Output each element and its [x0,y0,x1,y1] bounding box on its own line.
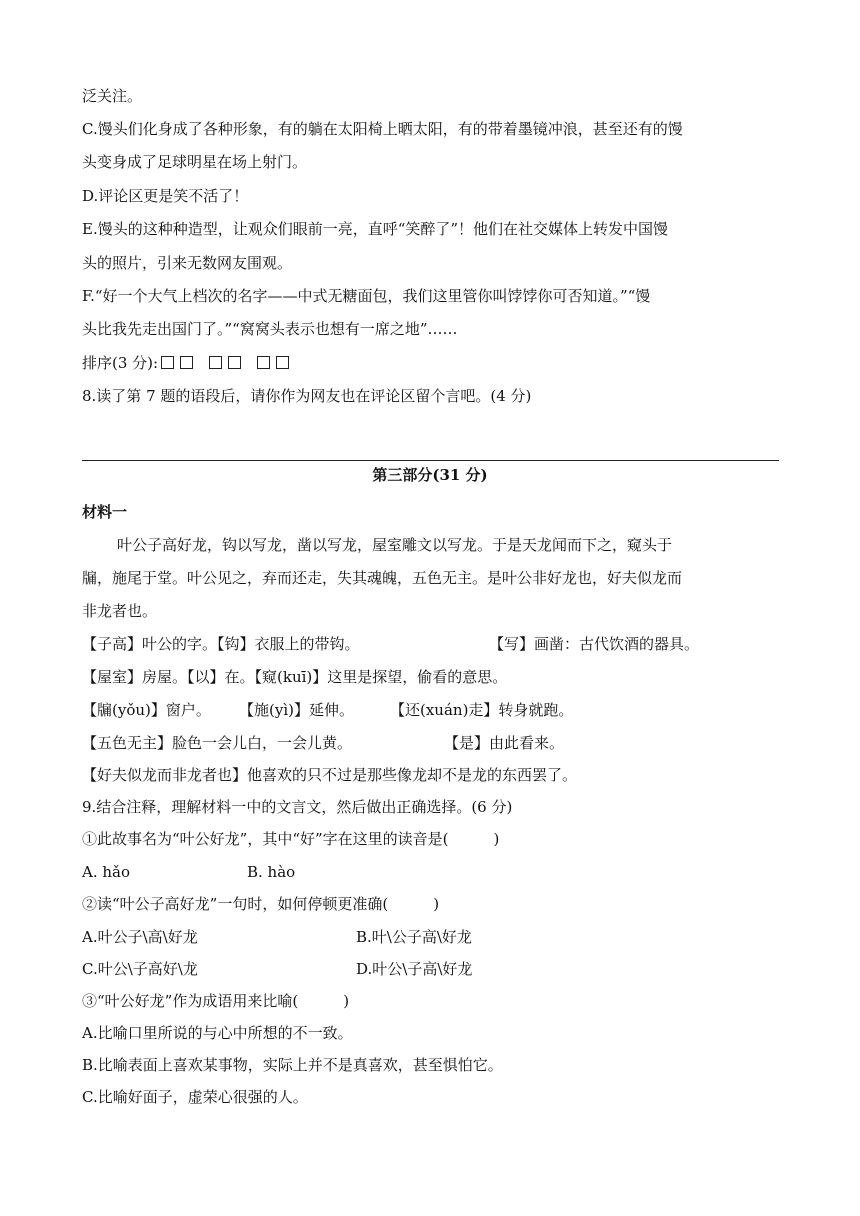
paragraph-line: 泛关注。 [82,87,143,105]
classical-text-line2: 牖，施尾于堂。叶公见之，弃而还走，失其魂魄，五色无主。是叶公非好龙也，好夫似龙而 [82,569,683,587]
question-8: 8.读了第 7 题的语段后，请你作为网友也在评论区留个言吧。(4 分) [82,387,532,405]
subquestion-3: ③“叶公好龙”作为成语用来比喻( ) [82,992,350,1010]
subquestion-2: ②读“叶公子高好龙”一句时，如何停顿更准确( ) [82,895,440,913]
classical-text-line3: 非龙者也。 [82,602,158,620]
choice-d[interactable]: D.叶公\子高\好龙 [356,960,473,978]
option-f-line2: 头比我先走出国门了。”“窝窝头表示也想有一席之地”…… [82,320,458,338]
order-label: 排序(3 分): [82,354,159,372]
note: 【五色无主】脸色一会儿白，一会儿黄。 [82,734,353,752]
answer-box[interactable] [228,356,241,369]
note: 【子高】叶公的字。【钩】衣服上的带钩。 [82,635,360,653]
section-divider [82,460,779,461]
question-9: 9.结合注释，理解材料一中的文言文，然后做出正确选择。(6 分) [82,798,513,816]
choice-b[interactable]: B.比喻表面上喜欢某事物，实际上并不是真喜欢，甚至惧怕它。 [82,1056,503,1074]
answer-box[interactable] [209,356,222,369]
order-answer-row [82,353,292,373]
option-d: D.评论区更是笑不活了！ [82,187,249,205]
option-c-line1: C.馒头们化身成了各种形象，有的躺在太阳椅上晒太阳，有的带着墨镜冲浪，甚至还有的馒 [82,120,683,138]
note: 【还(xuán)走】转身就跑。 [390,701,574,719]
note: 【牖(yǒu)】窗户。 [82,701,211,719]
choice-b[interactable]: B.叶\公子高\好龙 [356,928,472,946]
choice-a[interactable]: A.叶公子\高\好龙 [82,928,198,946]
choice-b[interactable]: B. hào [247,863,296,881]
note: 【是】由此看来。 [444,734,565,752]
answer-box[interactable] [257,356,270,369]
answer-box[interactable] [180,356,193,369]
note: 【施(yì)】延伸。 [239,701,354,719]
option-c-line2: 头变身成了足球明星在场上射门。 [82,153,308,171]
option-f-line1: F.“好一个大气上档次的名字——中式无糖面包，我们这里管你叫饽饽你可否知道。”“馒 [82,287,651,305]
material-heading: 材料一 [82,503,128,521]
choice-c[interactable]: C.比喻好面子，虚荣心很强的人。 [82,1088,308,1106]
choice-a[interactable]: A. hǎo [82,863,131,881]
option-e-line2: 头的照片，引来无数网友围观。 [82,254,293,272]
note: 【屋室】房屋。【以】在。【窥(kuī)】这里是探望，偷看的意思。 [82,668,508,686]
classical-text-line1: 叶公子高好龙，钩以写龙，凿以写龙，屋室雕文以写龙。于是天龙闻而下之，窥头于 [117,536,673,554]
answer-box[interactable] [276,356,289,369]
choice-c[interactable]: C.叶公\子高好\龙 [82,960,198,978]
section-title: 第三部分(31 分) [372,466,488,484]
note: 【写】画凿：古代饮酒的器具。 [489,635,700,653]
choice-a[interactable]: A.比喻口里所说的与心中所想的不一致。 [82,1024,353,1042]
subquestion-1: ①此故事名为“叶公好龙”，其中“好”字在这里的读音是( ) [82,830,500,848]
option-e-line1: E.馒头的这种种造型，让观众们眼前一亮，直呼“笑醉了”！他们在社交媒体上转发中国馒 [82,220,669,238]
note: 【好夫似龙而非龙者也】他喜欢的只不过是那些像龙却不是龙的东西罢了。 [82,766,578,784]
answer-box[interactable] [161,356,174,369]
